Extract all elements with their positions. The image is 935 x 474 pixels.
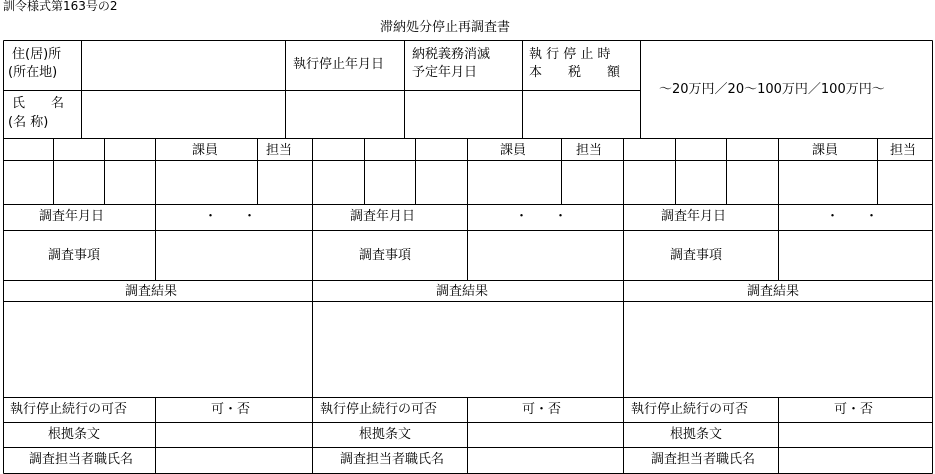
tax-due-label-line1: 納税義務消滅	[412, 47, 491, 62]
block1-section-stamp[interactable]	[155, 160, 257, 204]
block2-section-stamp[interactable]	[467, 160, 561, 204]
block1-survey-date-label: 調査年月日	[39, 209, 105, 224]
block3-basis-field[interactable]	[778, 422, 932, 447]
block2-section-label: 課員	[500, 143, 527, 158]
tax-due-label-line2: 予定年月日	[412, 65, 478, 80]
block1-survey-result-field[interactable]	[3, 301, 312, 397]
block1-survey-result-label: 調査結果	[125, 284, 178, 299]
name-label-line2: (名 称)	[8, 115, 49, 130]
block2-survey-date-label: 調査年月日	[350, 209, 416, 224]
block2-survey-result-field[interactable]	[312, 301, 623, 397]
block3-officer-field[interactable]	[778, 447, 932, 473]
block2-basis-field[interactable]	[467, 422, 623, 447]
block3-survey-date-label: 調査年月日	[661, 209, 727, 224]
block3-survey-items-label: 調査事項	[670, 248, 723, 263]
block3-survey-date-value[interactable]: ・ ・	[826, 209, 879, 224]
stop-tax-label-line2: 本 税 額	[529, 65, 621, 80]
stop-date-label: 執行停止年月日	[293, 57, 385, 72]
block2-continue-label: 執行停止続行の可否	[320, 402, 438, 417]
block2-staff-stamp[interactable]	[561, 160, 623, 204]
block1-staff-stamp[interactable]	[257, 160, 312, 204]
address-label-line2: (所在地)	[8, 65, 58, 80]
block1-survey-items-label: 調査事項	[48, 248, 101, 263]
tax-due-field[interactable]	[404, 90, 522, 138]
address-label-line1: 住(居)所	[12, 47, 62, 62]
block1-survey-items-field[interactable]	[155, 230, 312, 280]
block1-staff-label: 担当	[266, 143, 293, 158]
page-title: 滞納処分停止再調査書	[380, 20, 511, 35]
block2-officer-field[interactable]	[467, 447, 623, 473]
block3-section-label: 課員	[812, 143, 839, 158]
address-field[interactable]	[81, 40, 285, 90]
block2-survey-result-label: 調査結果	[436, 284, 489, 299]
form-number: 訓令様式第163号の2	[3, 0, 118, 13]
amount-range-options[interactable]: ～20万円／20～100万円／100万円～	[659, 82, 885, 97]
block1-continue-value[interactable]: 可・否	[211, 402, 251, 417]
block3-survey-result-field[interactable]	[623, 301, 932, 397]
block1-continue-label: 執行停止続行の可否	[10, 402, 128, 417]
block1-officer-field[interactable]	[155, 447, 312, 473]
block3-continue-value[interactable]: 可・否	[834, 402, 874, 417]
name-label-line1: 氏 名	[12, 96, 65, 111]
block3-survey-result-label: 調査結果	[747, 284, 800, 299]
block3-staff-label: 担当	[890, 143, 917, 158]
stop-tax-label-line1: 執 行 停 止 時	[529, 47, 611, 62]
block2-survey-items-label: 調査事項	[359, 248, 412, 263]
block2-survey-items-field[interactable]	[467, 230, 623, 280]
block2-continue-value[interactable]: 可・否	[522, 402, 562, 417]
block1-survey-date-value[interactable]: ・ ・	[204, 209, 257, 224]
block2-survey-date-value[interactable]: ・ ・	[515, 209, 568, 224]
block1-officer-label: 調査担当者職氏名	[29, 452, 134, 467]
stop-date-field[interactable]	[285, 90, 404, 138]
stop-tax-field[interactable]	[522, 90, 640, 138]
block1-basis-field[interactable]	[155, 422, 312, 447]
block3-basis-label: 根拠条文	[670, 427, 723, 442]
block3-continue-label: 執行停止続行の可否	[631, 402, 749, 417]
block1-basis-label: 根拠条文	[48, 427, 101, 442]
name-field[interactable]	[81, 90, 285, 138]
block2-staff-label: 担当	[576, 143, 603, 158]
block1-section-label: 課員	[192, 143, 219, 158]
block2-basis-label: 根拠条文	[359, 427, 412, 442]
block3-staff-stamp[interactable]	[877, 160, 932, 204]
block2-officer-label: 調査担当者職氏名	[340, 452, 445, 467]
block3-survey-items-field[interactable]	[778, 230, 932, 280]
block3-section-stamp[interactable]	[778, 160, 877, 204]
block3-officer-label: 調査担当者職氏名	[651, 452, 756, 467]
